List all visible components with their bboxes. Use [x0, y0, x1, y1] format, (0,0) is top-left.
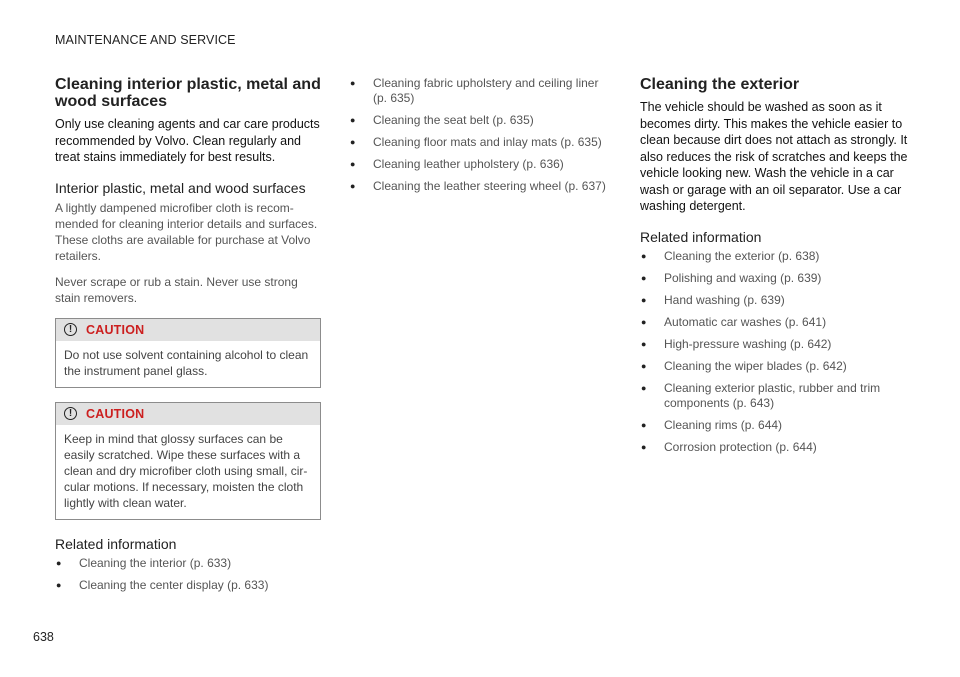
related-link-text[interactable]: Cleaning leather upholstery (p. 636): [373, 157, 564, 171]
related-link-text[interactable]: Cleaning fabric upholstery and ceiling liner (p. 635): [373, 76, 599, 105]
section-intro: Only use cleaning agents and car care products recommended by Volvo. Clean regularly and treat stains immediately for best results.: [55, 117, 320, 164]
bullet-dot-icon: ●: [641, 382, 647, 393]
bullet-dot-icon: ●: [350, 159, 356, 169]
related-link-item[interactable]: [349, 179, 611, 194]
body-paragraph: A lightly dampened microfiber cloth is recom-mended for cleaning interior details and surfaces. These cloths are available for purchase at Volvo retailers.: [55, 200, 318, 263]
caution-title: CAUTION: [86, 322, 145, 337]
related-link-text[interactable]: High-pressure washing (p. 642): [664, 336, 832, 351]
related-link-text[interactable]: Automatic car washes (p. 641): [664, 314, 827, 329]
bullet-dot-icon: ●: [350, 78, 356, 88]
bullet-dot-icon: ●: [641, 338, 647, 349]
related-information-heading: Related information: [640, 228, 762, 245]
section-title: Cleaning the exterior: [640, 76, 800, 93]
related-link-text[interactable]: Cleaning the seat belt (p. 635): [373, 113, 534, 127]
caution-text: Do not use solvent containing alcohol to clean the instrument panel glass.: [64, 347, 309, 378]
section-intro: The vehicle should be washed as soon as it becomes dirty. This makes the vehicle easier to clean because dirt does not attach as strongly. It also reduces the risk of scratches and keeps the vehicle looking new. Wash the vehicle in a car wash or garage with an oil separator. Use a car washing detergent.: [640, 100, 908, 213]
related-links-list: [349, 76, 611, 194]
bullet-dot-icon: ●: [641, 316, 647, 327]
related-link-item[interactable]: [640, 418, 908, 433]
bullet-dot-icon: ●: [56, 579, 62, 590]
related-link-text[interactable]: Cleaning the wiper blades (p. 642): [664, 358, 847, 373]
bullet-dot-icon: ●: [350, 181, 356, 191]
related-links-list: [55, 556, 321, 593]
caution-header: [56, 403, 320, 425]
related-link-text[interactable]: Cleaning the exterior (p. 638): [664, 248, 820, 263]
related-link-item[interactable]: [55, 556, 321, 571]
related-link-item[interactable]: [640, 359, 908, 374]
related-link-item[interactable]: [640, 293, 908, 308]
related-link-text[interactable]: Cleaning the center display (p. 633): [79, 577, 269, 592]
related-link-item[interactable]: [640, 381, 908, 411]
related-link-item[interactable]: [640, 337, 908, 352]
related-link-item[interactable]: [640, 271, 908, 286]
bullet-dot-icon: ●: [350, 137, 356, 147]
bullet-dot-icon: ●: [641, 360, 647, 371]
related-link-item[interactable]: [349, 113, 611, 128]
bullet-dot-icon: ●: [641, 441, 647, 452]
related-link-text[interactable]: Cleaning exterior plastic, rubber and trim components (p. 643): [664, 380, 881, 410]
bullet-dot-icon: ●: [56, 557, 62, 568]
related-link-text[interactable]: Cleaning the leather steering wheel (p. 637): [373, 179, 606, 193]
bullet-dot-icon: ●: [641, 272, 647, 283]
related-links-list: [640, 249, 908, 455]
related-link-item[interactable]: [640, 440, 908, 455]
exclamation-circle-icon: !: [64, 407, 77, 420]
caution-header: [56, 319, 320, 341]
related-link-text[interactable]: Polishing and waxing (p. 639): [664, 270, 822, 285]
related-link-text[interactable]: Corrosion protection (p. 644): [664, 439, 817, 454]
page-number: 638: [33, 630, 54, 644]
related-link-text[interactable]: Hand washing (p. 639): [664, 292, 785, 307]
related-link-item[interactable]: [349, 157, 611, 172]
related-link-item[interactable]: [640, 315, 908, 330]
related-link-item[interactable]: [349, 135, 611, 150]
page-header: MAINTENANCE AND SERVICE: [55, 33, 236, 47]
subsection-title: Interior plastic, metal and wood surfaces: [55, 179, 306, 196]
bullet-dot-icon: ●: [641, 250, 647, 261]
bullet-dot-icon: ●: [641, 294, 647, 305]
related-link-item[interactable]: [349, 76, 611, 106]
caution-text: Keep in mind that glossy surfaces can be easily scratched. Wipe these surfaces with a clean and dry microfiber cloth using small, cir-cular motions. If necessary, moisten the cloth lightly with clean water.: [64, 431, 308, 510]
related-link-text[interactable]: Cleaning rims (p. 644): [664, 417, 783, 432]
related-information-heading: Related information: [55, 535, 177, 552]
caution-title: CAUTION: [86, 406, 145, 421]
caution-box: [55, 402, 321, 520]
related-link-text[interactable]: Cleaning floor mats and inlay mats (p. 635): [373, 135, 602, 149]
bullet-dot-icon: ●: [350, 115, 356, 125]
column-related-continued: [349, 76, 611, 201]
body-paragraph: Never scrape or rub a stain. Never use strong stain removers.: [55, 274, 298, 305]
related-link-text[interactable]: Cleaning the interior (p. 633): [79, 555, 232, 570]
related-link-item[interactable]: [640, 249, 908, 264]
bullet-dot-icon: ●: [641, 419, 647, 430]
section-title: Cleaning interior plastic, metal and wood surfaces: [55, 76, 321, 110]
column-interior-surfaces: [55, 76, 321, 600]
caution-box: [55, 318, 321, 388]
exclamation-circle-icon: !: [64, 323, 77, 336]
column-exterior: [640, 76, 908, 462]
related-link-item[interactable]: [55, 578, 321, 593]
